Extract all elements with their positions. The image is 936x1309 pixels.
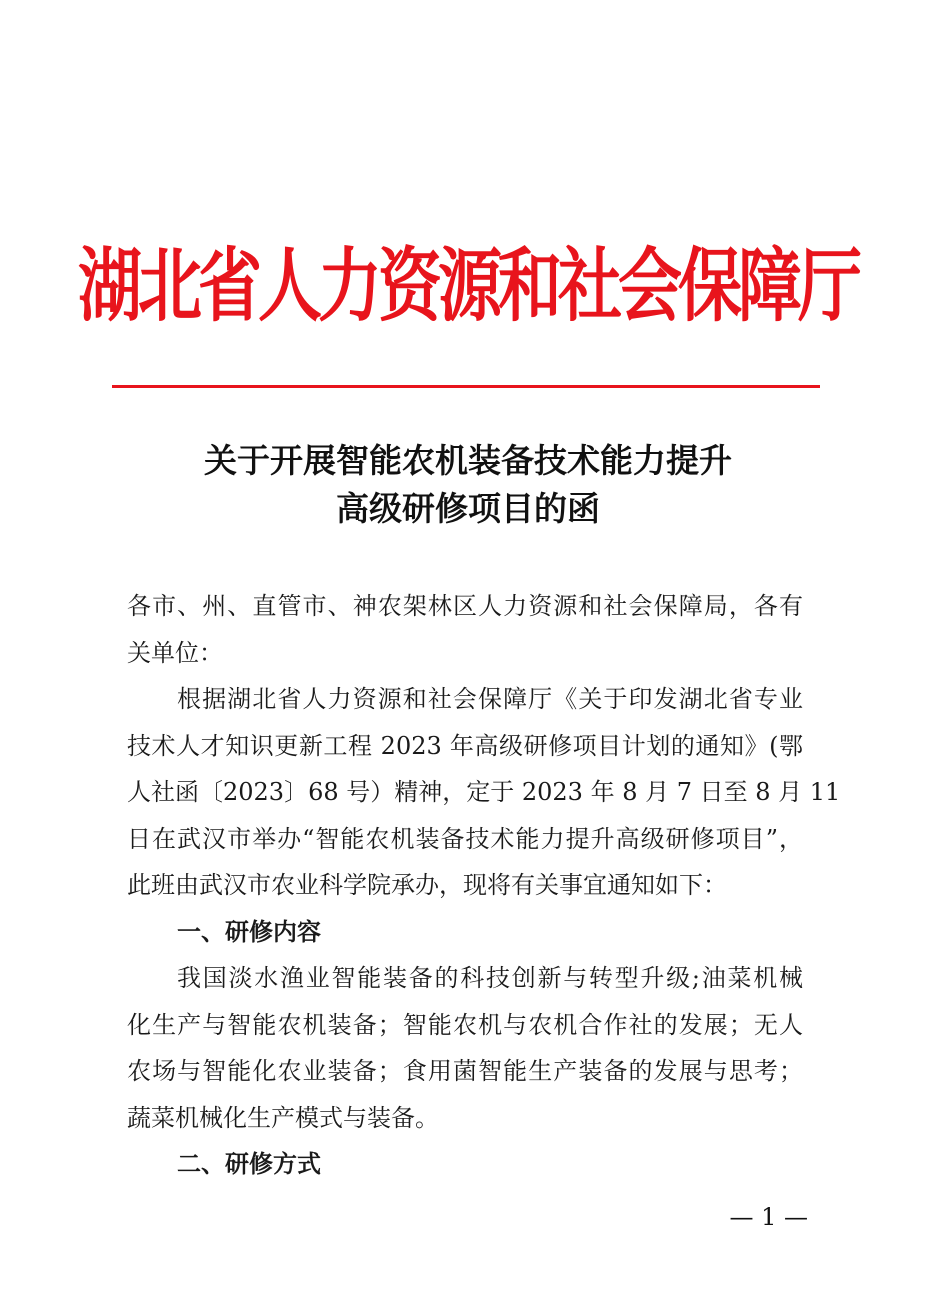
red-separator-rule xyxy=(112,385,820,388)
intro-line-1: 根据湖北省人力资源和社会保障厅《关于印发湖北省专业 xyxy=(177,685,803,713)
intro-line-4: 日在武汉市举办“智能农机装备技术能力提升高级研修项目”， xyxy=(127,824,803,853)
intro-line-3: 人社函〔2023〕68 号）精神，定于 2023 年 8 月 7 日至 8 月 11 xyxy=(127,778,841,806)
document-title xyxy=(100,437,836,533)
section1-line-4: 蔬菜机械化生产模式与装备。 xyxy=(127,1103,439,1132)
title-line-2: 高级研修项目的函 xyxy=(336,489,600,528)
section-heading-method: 二、研修方式 xyxy=(177,1149,321,1178)
document-body xyxy=(127,583,841,1188)
addressee-line-2: 关单位： xyxy=(127,638,223,667)
issuing-authority-header: 湖北省人力资源和社会保障厅 xyxy=(78,239,858,334)
intro-line-2: 技术人才知识更新工程 2023 年高级研修项目计划的通知》(鄂 xyxy=(127,731,803,760)
section-heading-content: 一、研修内容 xyxy=(177,916,321,946)
title-line-1: 关于开展智能农机装备技术能力提升 xyxy=(204,441,732,480)
addressee-line-1: 各市、州、直管市、神农架林区人力资源和社会保障局，各有 xyxy=(127,592,803,620)
section1-line-1: 我国淡水渔业智能装备的科技创新与转型升级;油菜机械 xyxy=(177,964,803,992)
intro-line-5: 此班由武汉市农业科学院承办，现将有关事宜通知如下： xyxy=(127,871,727,899)
section1-line-2: 化生产与智能农机装备；智能农机与农机合作社的发展；无人 xyxy=(127,1010,803,1039)
section1-line-3: 农场与智能化农业装备；食用菌智能生产装备的发展与思考； xyxy=(127,1057,803,1085)
page-number: — 1 — xyxy=(729,1203,808,1231)
